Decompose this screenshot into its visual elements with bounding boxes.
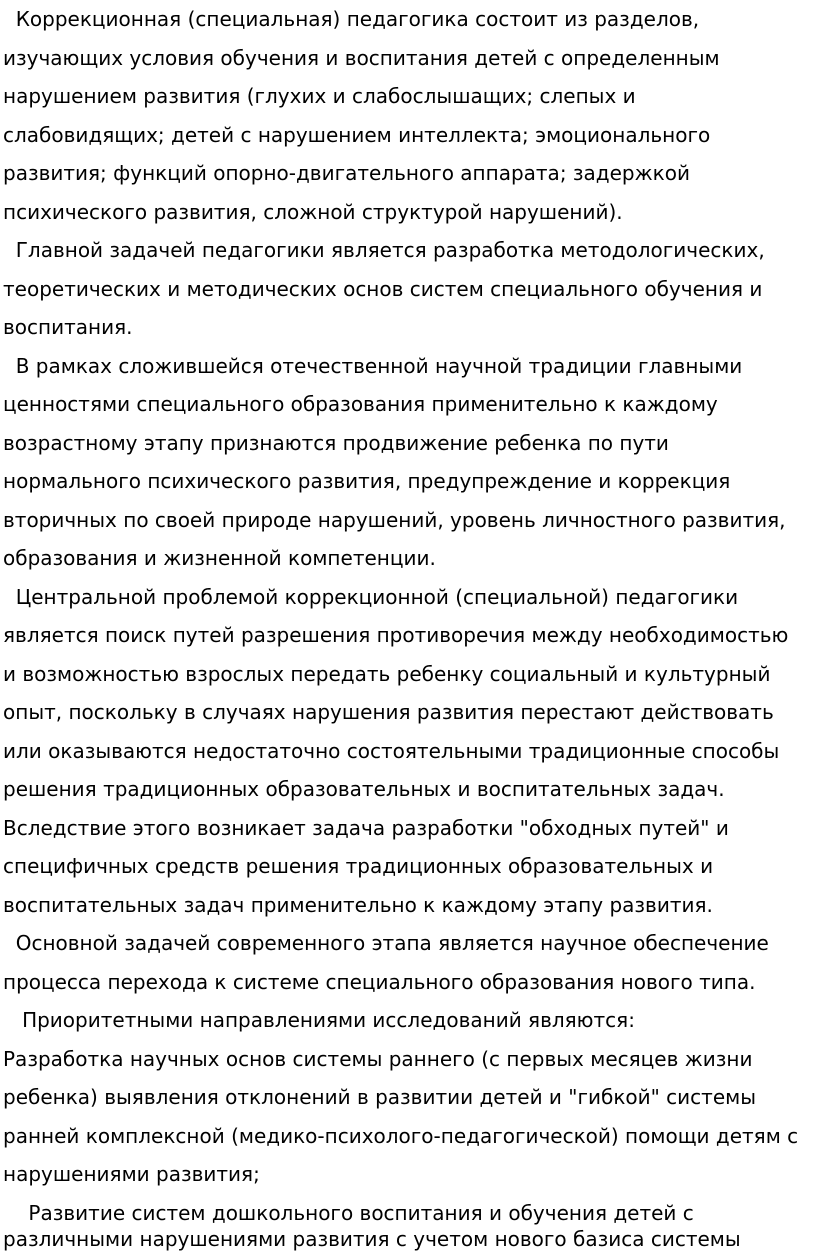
- text-line: образования и жизненной компетенции.: [3, 546, 436, 570]
- text-line: возрастному этапу признаются продвижение ребенка по пути: [3, 430, 669, 455]
- text-line: воспитания.: [3, 315, 133, 339]
- text-line: решения традиционных образовательных и воспитательных задач.: [3, 777, 725, 801]
- text-line: опыт, поскольку в случаях нарушения развития перестают действовать: [3, 700, 774, 724]
- text-line: или оказываются недостаточно состоятельными традиционные способы: [3, 738, 780, 763]
- text-line: Центральной проблемой коррекционной (специальной) педагогики: [3, 584, 739, 609]
- text-line: Коррекционная (специальная) педагогика состоит из разделов,: [3, 7, 700, 31]
- text-line: теоретических и методических основ систем специального обучения и: [3, 276, 763, 301]
- text-line: воспитательных задач применительно к каждому этапу развития.: [3, 892, 713, 917]
- text-line: ценностями специального образования применительно к каждому: [3, 392, 718, 416]
- text-line: вторичных по своей природе нарушений, уровень личностного развития,: [3, 507, 786, 532]
- text-line: процесса перехода к системе специального образования нового типа.: [3, 969, 756, 994]
- text-line: Приоритетными направлениями исследований являются:: [3, 1008, 635, 1032]
- text-line: и возможностью взрослых передать ребенку социальный и культурный: [3, 661, 771, 686]
- text-line: В рамках сложившейся отечественной научной традиции главными: [3, 353, 743, 378]
- text-line: специфичных средств решения традиционных образовательных и: [3, 854, 714, 878]
- text-line: ребенка) выявления отклонений в развитии детей и "гибкой" системы: [3, 1085, 757, 1109]
- text-line: изучающих условия обучения и воспитания детей с определенным: [3, 45, 720, 70]
- text-line: нарушениями развития;: [3, 1162, 260, 1186]
- text-line: развития; функций опорно-двигательного аппарата; задержкой: [3, 161, 690, 185]
- text-line: психического развития, сложной структурой нарушений).: [3, 199, 623, 224]
- text-line: слабовидящих; детей с нарушением интеллекта; эмоционального: [3, 122, 711, 147]
- text-line: Вследствие этого возникает задача разработки "обходных путей" и: [3, 815, 729, 840]
- text-line: является поиск путей разрешения противоречия между необходимостью: [3, 623, 789, 647]
- text-line: различными нарушениями развития с учетом нового базиса системы: [3, 1226, 741, 1251]
- text-line: нормального психического развития, предупреждение и коррекция: [3, 469, 731, 493]
- text-line: Развитие систем дошкольного воспитания и обучения детей с: [3, 1200, 694, 1225]
- text-line: Основной задачей современного этапа является научное обеспечение: [3, 931, 769, 955]
- text-line: ранней комплексной (медико-психолого-педагогической) помощи детям с: [3, 1123, 799, 1148]
- text-line: нарушением развития (глухих и слабослышащих; слепых и: [3, 84, 636, 108]
- text-line: Разработка научных основ системы раннего (с первых месяцев жизни: [3, 1046, 753, 1071]
- text-line: Главной задачей педагогики является разработка методологических,: [3, 238, 765, 262]
